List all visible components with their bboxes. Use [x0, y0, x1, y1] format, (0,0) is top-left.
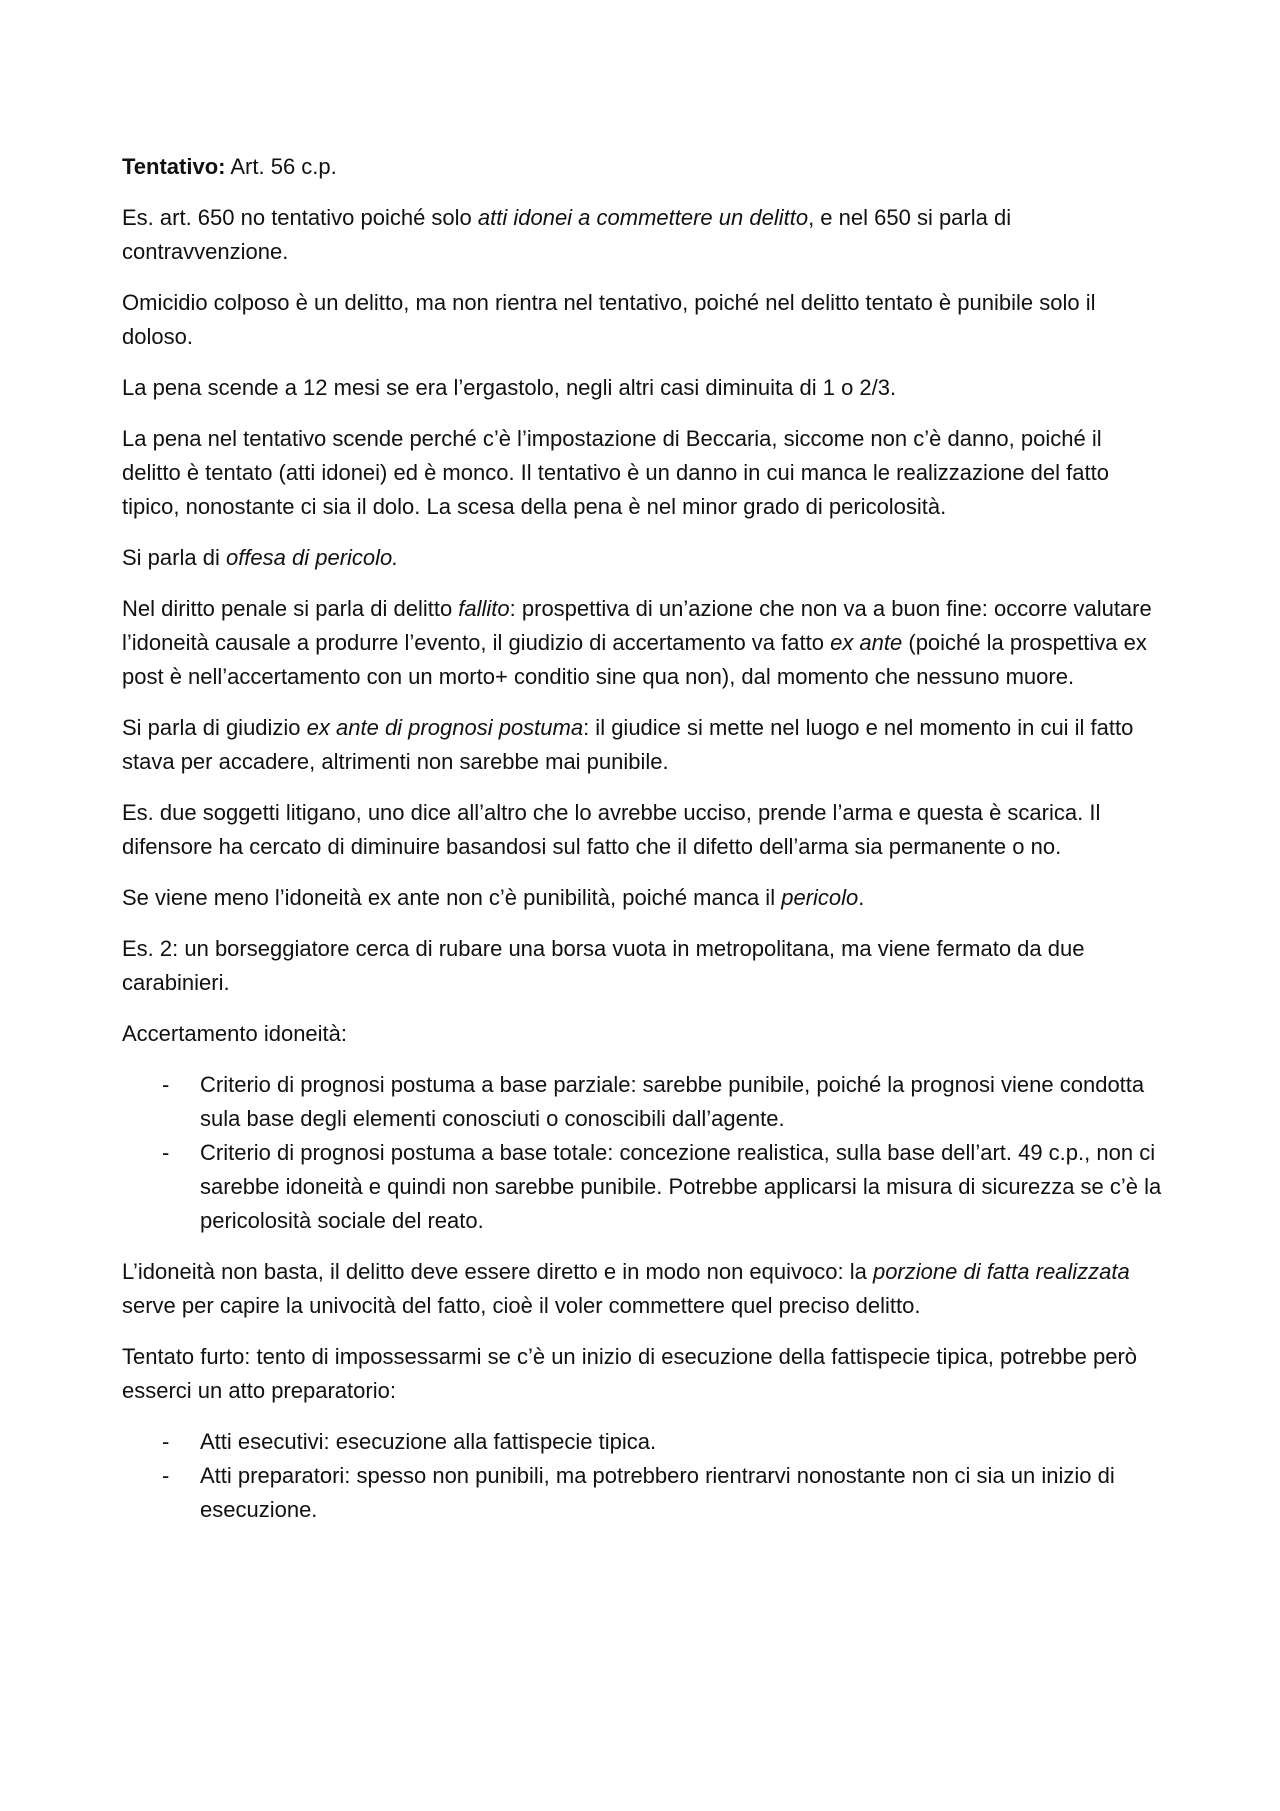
text-run: Es. art. 650 no tentativo poiché solo	[122, 205, 478, 230]
list-item-text: Atti esecutivi: esecuzione alla fattispecie tipica.	[200, 1429, 657, 1454]
bullet-dash: -	[162, 1463, 170, 1488]
list-item	[122, 1459, 1162, 1527]
text-run: .	[858, 885, 865, 910]
paragraph-esempio-arma: Es. due soggetti litigano, uno dice all’altro che lo avrebbe ucciso, prende l’arma e questa è scarica. Il difensore ha cercato di diminuire basandosi sul fatto che il difetto dell’arma sia permanente o no.	[122, 800, 1101, 859]
paragraph-pena: La pena scende a 12 mesi se era l’ergastolo, negli altri casi diminuita di 1 o 2/3.	[122, 375, 897, 400]
text-run: Si parla di giudizio	[122, 715, 307, 740]
paragraph-idoneita-non-basta	[122, 1255, 1162, 1323]
italic-run: porzione di fatta realizzata	[872, 1259, 1130, 1284]
italic-run: pericolo	[781, 885, 859, 910]
list-item-text: Criterio di prognosi postuma a base totale: concezione realistica, sulla base dell’art. 49 c.p., non ci sarebbe idoneità e quindi non sarebbe punibile. Potrebbe applicarsi la misura di sicurezza se c’è la pericolosità sociale del reato.	[200, 1140, 1162, 1233]
bullet-dash: -	[162, 1429, 170, 1454]
text-run: : il giudice si mette nel luogo e nel momento in cui il fatto stava per accadere, altrimenti non sarebbe mai punibile.	[122, 715, 1134, 774]
italic-run: atti idonei a commettere un delitto	[477, 205, 809, 230]
text-run: serve per capire la univocità del fatto, cioè il voler commettere quel preciso delitto.	[122, 1293, 921, 1318]
paragraph-tentato-furto: Tentato furto: tento di impossessarmi se c’è un inizio di esecuzione della fattispecie tipica, potrebbe però esserci un atto preparatorio:	[122, 1344, 1138, 1403]
paragraph-borseggiatore: Es. 2: un borseggiatore cerca di rubare una borsa vuota in metropolitana, ma viene fermato da due carabinieri.	[122, 936, 1085, 995]
text-run: : prospettiva di un’azione che non va a buon fine: occorre valutare l’idoneità causale a produrre l’evento, il giudizio di accertamento va fatto	[122, 596, 1152, 655]
list-item	[122, 1425, 1162, 1459]
paragraph-beccaria: La pena nel tentativo scende perché c’è l’impostazione di Beccaria, siccome non c’è danno, poiché il delitto è tentato (atti idonei) ed è monco. Il tentativo è un danno in cui manca le realizzazione del fatto tipico, nonostante ci sia il dolo. La scesa della pena è nel minor grado di pericolosità.	[122, 426, 1109, 519]
text-run: Nel diritto penale si parla di delitto	[122, 596, 459, 621]
text-run: Se viene meno l’idoneità ex ante non c’è punibilità, poiché manca il	[122, 885, 782, 910]
text-run: , e nel 650 si parla di contravvenzione.	[122, 205, 1012, 264]
text-run: Si parla di	[122, 545, 226, 570]
list-item-text: Atti preparatori: spesso non punibili, ma potrebbero rientrarvi nonostante non ci sia un inizio di esecuzione.	[200, 1463, 1115, 1522]
text-run: L’idoneità non basta, il delitto deve essere diretto e in modo non equivoco: la	[122, 1259, 873, 1284]
heading-paragraph	[122, 150, 1162, 184]
paragraph-accertamento: Accertamento idoneità:	[122, 1021, 348, 1046]
bullet-dash: -	[162, 1072, 170, 1097]
bullet-dash: -	[162, 1140, 170, 1165]
italic-run: ex ante di prognosi postuma	[306, 715, 584, 740]
italic-run: ex ante	[830, 630, 903, 655]
paragraph-prognosi-postuma	[122, 711, 1162, 779]
list-item-text: Criterio di prognosi postuma a base parziale: sarebbe punibile, poiché la prognosi viene condotta sula base degli elementi conosciuti o conoscibili dall’agente.	[200, 1072, 1145, 1131]
heading-label: Tentativo:	[122, 154, 226, 179]
criteria-list	[122, 1068, 1162, 1238]
italic-run: offesa di pericolo.	[225, 545, 399, 570]
paragraph-delitto-fallito	[122, 592, 1162, 694]
document-page	[122, 150, 1162, 1544]
paragraph-offesa	[122, 541, 1162, 575]
italic-run: fallito	[458, 596, 510, 621]
paragraph-idoneita-ex-ante	[122, 881, 1162, 915]
paragraph-omicidio: Omicidio colposo è un delitto, ma non rientra nel tentativo, poiché nel delitto tentato è punibile solo il doloso.	[122, 290, 1096, 349]
paragraph-art-650	[122, 201, 1162, 269]
list-item	[122, 1136, 1162, 1238]
list-item	[122, 1068, 1162, 1136]
atti-list	[122, 1425, 1162, 1527]
heading-text: Art. 56 c.p.	[225, 154, 337, 179]
text-run: (poiché la prospettiva ex post è nell’accertamento con un morto+ conditio sine qua non), dal momento che nessuno muore.	[122, 630, 1147, 689]
